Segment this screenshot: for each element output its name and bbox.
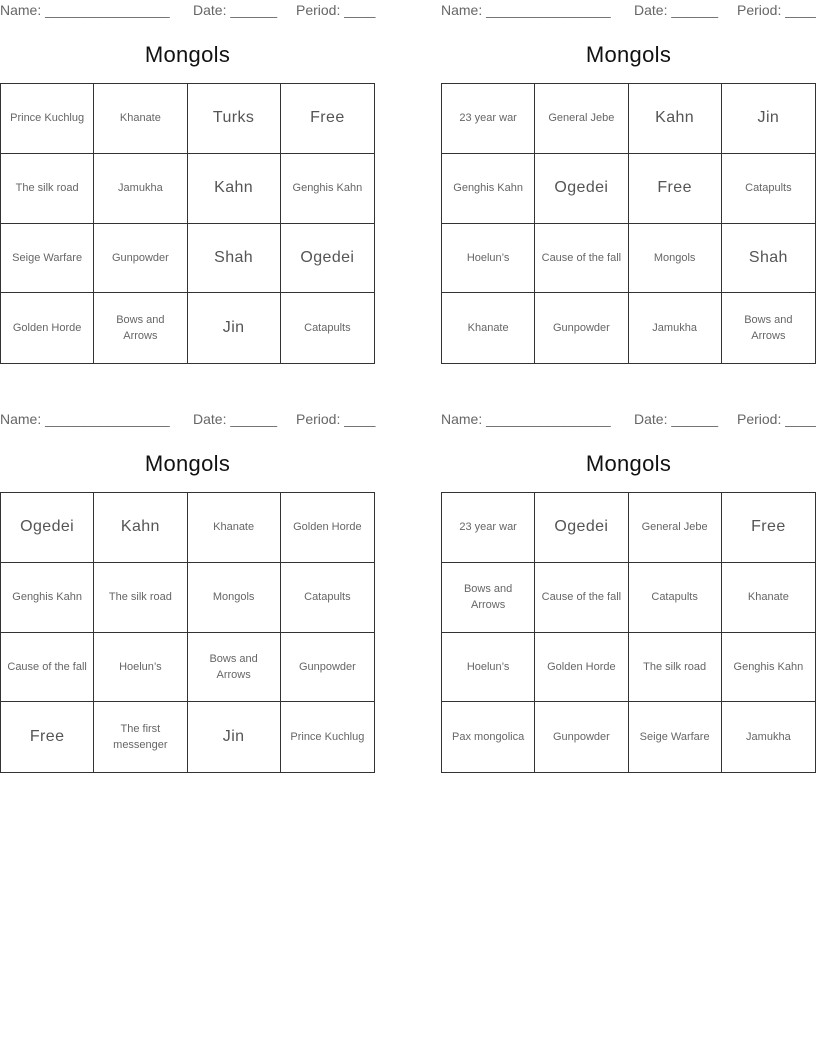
bingo-cell: Hoelun’s (442, 633, 535, 703)
bingo-cell: 23 year war (442, 493, 535, 563)
card-title: Mongols (144, 451, 231, 476)
bingo-cell: 23 year war (442, 84, 535, 154)
bingo-cell: Ogedei (535, 154, 628, 224)
bingo-cell: Cause of the fall (1, 633, 94, 703)
period-field: Period: ____ (296, 411, 376, 427)
bingo-cell: Cause of the fall (535, 563, 628, 633)
bingo-cell: Hoelun’s (94, 633, 187, 703)
date-field: Date: ______ (193, 2, 278, 18)
name-field: Name: ________________ (441, 2, 611, 18)
bingo-cell: Gunpowder (535, 702, 628, 772)
bingo-cell: Turks (188, 84, 281, 154)
bingo-cell: The silk road (1, 154, 94, 224)
bingo-cell: Cause of the fall (535, 224, 628, 294)
bingo-cell: Shah (188, 224, 281, 294)
bingo-cell: The silk road (94, 563, 187, 633)
bingo-cell: Free (629, 154, 722, 224)
bingo-cell: Bows and Arrows (188, 633, 281, 703)
bingo-cell: Khanate (94, 84, 187, 154)
bingo-cell: Free (722, 493, 815, 563)
bingo-cell: Kahn (188, 154, 281, 224)
bingo-cell: Mongols (629, 224, 722, 294)
card-title: Mongols (144, 42, 231, 67)
bingo-grid (0, 492, 375, 773)
bingo-cell: Bows and Arrows (744, 314, 793, 343)
bingo-cell: Kahn (629, 84, 722, 154)
bingo-cell: Jin (188, 702, 281, 772)
bingo-cell: Catapults (281, 563, 374, 633)
period-field: Period: ____ (737, 411, 816, 427)
bingo-cell: Golden Horde (535, 633, 628, 703)
bingo-cell: Bows and Arrows (442, 563, 535, 633)
student-info-row (0, 411, 380, 429)
bingo-cell: Shah (722, 224, 815, 294)
period-field: Period: ____ (296, 2, 376, 18)
bingo-cell: The first messenger (94, 702, 187, 772)
bingo-cell: Jamukha (629, 293, 722, 363)
bingo-cell: Prince Kuchlug (1, 84, 94, 154)
bingo-cell: Golden Horde (1, 293, 94, 363)
bingo-cell: Prince Kuchlug (290, 731, 365, 744)
bingo-cell: Hoelun’s (442, 224, 535, 294)
bingo-cell: Mongols (188, 563, 281, 633)
bingo-cell: Jin (722, 84, 815, 154)
bingo-grid (441, 492, 816, 773)
bingo-cell: Pax mongolica (442, 702, 535, 772)
bingo-cell: Genghis Kahn (1, 563, 94, 633)
bingo-cell: General Jebe (629, 493, 722, 563)
bingo-cell: Gunpowder (535, 293, 628, 363)
bingo-grid (0, 83, 375, 364)
bingo-cell: Ogedei (281, 224, 374, 294)
name-field: Name: ________________ (441, 411, 611, 427)
student-info-row (441, 2, 816, 20)
bingo-cell: Jin (188, 293, 281, 363)
bingo-cell: Seige Warfare (1, 224, 94, 294)
bingo-cell: Free (281, 84, 374, 154)
name-field: Name: ________________ (0, 2, 170, 18)
bingo-cell: Genghis Kahn (442, 154, 535, 224)
bingo-cell: Jamukha (94, 154, 187, 224)
bingo-cell: Khanate (442, 293, 535, 363)
bingo-cell: Catapults (722, 154, 815, 224)
bingo-cell: General Jebe (535, 84, 628, 154)
bingo-cell: Ogedei (535, 493, 628, 563)
bingo-cell: Jamukha (746, 731, 791, 744)
date-field: Date: ______ (193, 411, 278, 427)
date-field: Date: ______ (634, 2, 719, 18)
bingo-cell: Genghis Kahn (281, 154, 374, 224)
student-info-row (441, 411, 816, 429)
bingo-cell: Genghis Kahn (722, 633, 815, 703)
period-field: Period: ____ (737, 2, 816, 18)
card-title: Mongols (585, 42, 672, 67)
bingo-grid (441, 83, 816, 364)
name-field: Name: ________________ (0, 411, 170, 427)
bingo-cell: Seige Warfare (629, 702, 722, 772)
student-info-row (0, 2, 380, 20)
card-title: Mongols (585, 451, 672, 476)
bingo-cell: The silk road (629, 633, 722, 703)
bingo-cell: Gunpowder (94, 224, 187, 294)
bingo-cell: Catapults (629, 563, 722, 633)
bingo-cell: Kahn (94, 493, 187, 563)
bingo-cell: Catapults (304, 322, 351, 335)
bingo-cell: Ogedei (1, 493, 94, 563)
bingo-cell: Bows and Arrows (94, 293, 187, 363)
bingo-cell: Golden Horde (281, 493, 374, 563)
bingo-cell: Khanate (188, 493, 281, 563)
date-field: Date: ______ (634, 411, 719, 427)
bingo-cell: Gunpowder (281, 633, 374, 703)
bingo-cell: Khanate (722, 563, 815, 633)
bingo-cell: Free (1, 702, 94, 772)
